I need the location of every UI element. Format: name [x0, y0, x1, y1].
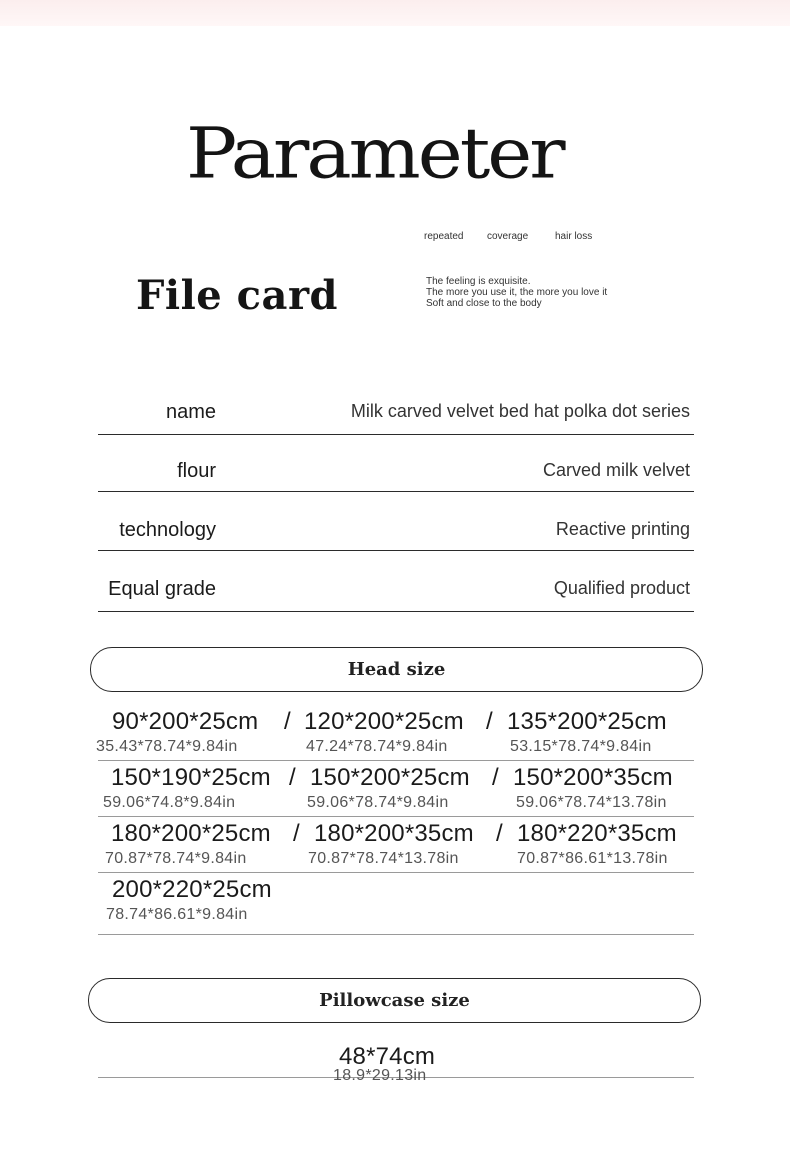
spec-value: Reactive printing	[555, 519, 690, 539]
spec-row-flour	[98, 452, 694, 492]
size-inch: 59.06*78.74*13.78in	[516, 794, 667, 811]
size-inch: 70.87*78.74*13.78in	[308, 850, 459, 867]
size-cm: 180*200*35cm	[314, 820, 474, 847]
keyword-repeated: repeated	[424, 231, 464, 242]
pillowcase-size-heading: Pillowcase size	[88, 978, 701, 1023]
spec-label: name	[165, 401, 216, 423]
size-inch: 78.74*86.61*9.84in	[106, 906, 248, 923]
spec-row-equal-grade	[98, 570, 694, 612]
size-inch: 53.15*78.74*9.84in	[510, 738, 652, 755]
size-inch: 35.43*78.74*9.84in	[96, 738, 238, 755]
size-cm: 180*220*35cm	[517, 820, 677, 847]
size-separator: /	[293, 820, 300, 847]
head-size-heading: Head size	[90, 647, 703, 692]
keyword-coverage: coverage	[487, 231, 529, 242]
pillowcase-inch: 18.9*29.13in	[333, 1067, 427, 1084]
size-separator: /	[486, 708, 493, 735]
tagline-line: The more you use it, the more you love it	[426, 287, 608, 298]
size-cm: 150*200*25cm	[310, 764, 470, 791]
spec-value: Carved milk velvet	[542, 460, 690, 480]
spec-label: technology	[119, 519, 216, 541]
spec-value: Milk carved velvet bed hat polka dot series	[350, 401, 690, 421]
size-inch: 47.24*78.74*9.84in	[306, 738, 448, 755]
page-subtitle: File card	[136, 272, 338, 319]
size-row	[98, 760, 694, 817]
size-separator: /	[284, 708, 291, 735]
spec-row-technology	[98, 511, 694, 551]
spec-label: Equal grade	[108, 578, 216, 600]
spec-row-name	[98, 393, 694, 435]
size-cm: 135*200*25cm	[507, 708, 667, 735]
page-title: Parameter	[186, 112, 563, 194]
keyword-hair-loss: hair loss	[555, 231, 593, 242]
size-inch: 70.87*78.74*9.84in	[105, 850, 247, 867]
size-inch: 70.87*86.61*13.78in	[517, 850, 668, 867]
size-row	[98, 816, 694, 873]
top-band	[0, 0, 790, 26]
size-row	[98, 704, 694, 761]
spec-label: flour	[177, 460, 216, 482]
size-cm: 150*190*25cm	[111, 764, 271, 791]
size-row	[98, 872, 694, 935]
pillowcase-cm: 48*74cm	[339, 1043, 436, 1070]
tagline-line: Soft and close to the body	[426, 298, 542, 309]
size-cm: 120*200*25cm	[304, 708, 464, 735]
size-separator: /	[289, 764, 296, 791]
size-inch: 59.06*74.8*9.84in	[103, 794, 236, 811]
tagline	[426, 276, 607, 309]
spec-value: Qualified product	[553, 578, 690, 598]
tagline-line: The feeling is exquisite.	[426, 276, 531, 287]
size-separator: /	[492, 764, 499, 791]
size-separator: /	[496, 820, 503, 847]
size-cm: 200*220*25cm	[112, 876, 272, 903]
size-inch: 59.06*78.74*9.84in	[307, 794, 449, 811]
size-cm: 90*200*25cm	[112, 708, 259, 735]
size-cm: 150*200*35cm	[513, 764, 673, 791]
size-cm: 180*200*25cm	[111, 820, 271, 847]
